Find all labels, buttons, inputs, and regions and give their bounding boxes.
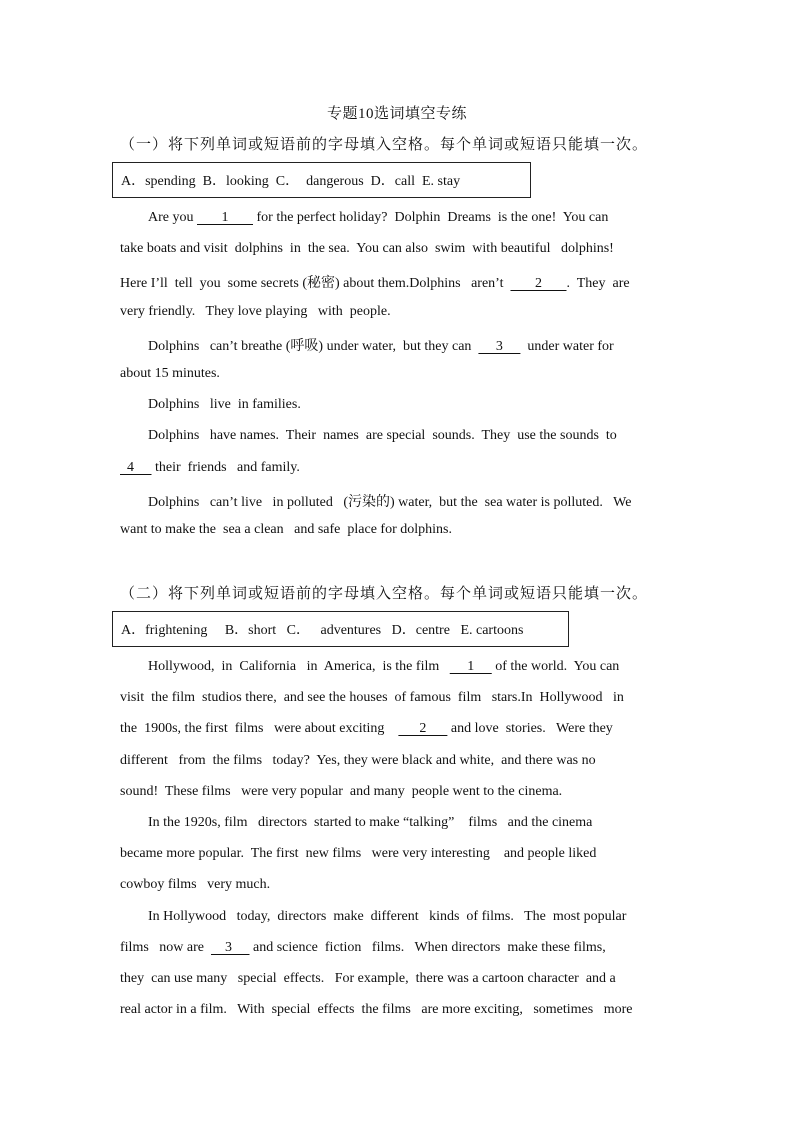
section2-word-box: A．frightening B．short C． adventures D．centre E. cartoons <box>112 611 569 647</box>
passage-line <box>120 522 452 538</box>
passage-line <box>148 397 301 413</box>
passage-line <box>120 272 630 292</box>
line-text: Dolphins can’t live in polluted (污染的) water, but the sea water is polluted. We <box>148 494 632 510</box>
line-text: different from the films today? Yes, they were black and white, and there was no <box>120 752 596 768</box>
line-text: and love stories. Were they <box>447 721 613 737</box>
passage-line <box>120 241 614 257</box>
line-text: and science fiction films. When directors make these films, <box>249 939 606 955</box>
passage-line <box>120 366 220 382</box>
line-text: they can use many special effects. For example, there was a cartoon character and a <box>120 971 616 986</box>
passage-line <box>148 335 614 355</box>
line-text: for the perfect holiday? Dolphin Dreams is the one! You can <box>253 210 609 225</box>
line-text: Here I’ll tell you some secrets (秘密) about them.Dolphins aren’t <box>120 276 511 292</box>
answer-blank[interactable]: 2 <box>398 721 448 737</box>
passage-line <box>148 815 592 831</box>
line-text: real actor in a film. With special effects the films are more exciting, sometimes more <box>120 1002 633 1018</box>
section1-word-box: A．spending B．looking C． dangerous D．call E. stay <box>112 162 531 198</box>
answer-blank[interactable]: 3 <box>210 939 250 955</box>
line-text: about 15 minutes. <box>120 366 220 381</box>
answer-blank[interactable]: 2 <box>510 276 567 292</box>
passage-line <box>120 784 562 800</box>
passage-line <box>120 690 624 706</box>
line-text: films now are <box>120 939 211 955</box>
line-text: sound! These films were very popular and many people went to the cinema. <box>120 783 563 799</box>
passage-line <box>120 721 613 737</box>
passage-line <box>120 846 596 862</box>
answer-blank[interactable]: 1 <box>197 210 253 225</box>
passage-line <box>148 428 617 444</box>
passage-line <box>148 491 631 511</box>
passage-line <box>148 909 626 925</box>
passage-line <box>120 877 270 893</box>
line-text: visit the film studios there, and see the houses of famous film stars.In Hollywood in <box>120 690 624 706</box>
answer-blank[interactable]: 1 <box>449 659 492 674</box>
line-text: Dolphins live in families. <box>148 397 301 413</box>
line-text: take boats and visit dolphins in the sea. You can also swim with beautiful dolphins! <box>120 241 614 257</box>
passage-line <box>148 210 608 226</box>
line-text: In Hollywood today, directors make different kinds of films. The most popular <box>148 908 627 924</box>
passage-line <box>120 940 606 956</box>
passage-line <box>120 753 596 769</box>
section1-instruction: （一）将下列单词或短语前的字母填入空格。每个单词或短语只能填一次。 <box>120 137 649 153</box>
passage-line <box>120 304 391 320</box>
line-text: . They are <box>566 276 630 292</box>
line-text: want to make the sea a clean and safe place for dolphins. <box>120 522 452 537</box>
line-text: Are you <box>148 210 197 225</box>
line-text: became more popular. The first new films were very interesting and people liked <box>120 846 597 862</box>
line-text: their friends and family. <box>151 459 300 475</box>
page-title: 专题10选词填空专练 <box>326 106 467 122</box>
line-text: Dolphins have names. Their names are special sounds. They use the sounds to <box>148 428 617 444</box>
line-text: In the 1920s, film directors started to make “talking” films and the cinema <box>148 815 593 830</box>
section2-instruction: （二）将下列单词或短语前的字母填入空格。每个单词或短语只能填一次。 <box>120 586 649 602</box>
passage-line <box>148 659 619 675</box>
line-text: under water for <box>520 338 614 354</box>
line-text: Dolphins can’t breathe (呼吸) under water, but they can <box>148 338 479 354</box>
passage-line <box>120 971 616 987</box>
line-text: of the world. You can <box>491 659 620 674</box>
line-text: very friendly. They love playing with people. <box>120 303 391 319</box>
passage-line <box>120 1002 632 1018</box>
passage-line <box>120 460 300 476</box>
answer-blank[interactable]: 4 <box>120 459 152 475</box>
line-text: Hollywood, in California in America, is the film <box>148 659 450 674</box>
line-text: cowboy films very much. <box>120 877 271 893</box>
line-text: the 1900s, the first films were about exciting <box>120 721 399 737</box>
answer-blank[interactable]: 3 <box>478 338 521 354</box>
